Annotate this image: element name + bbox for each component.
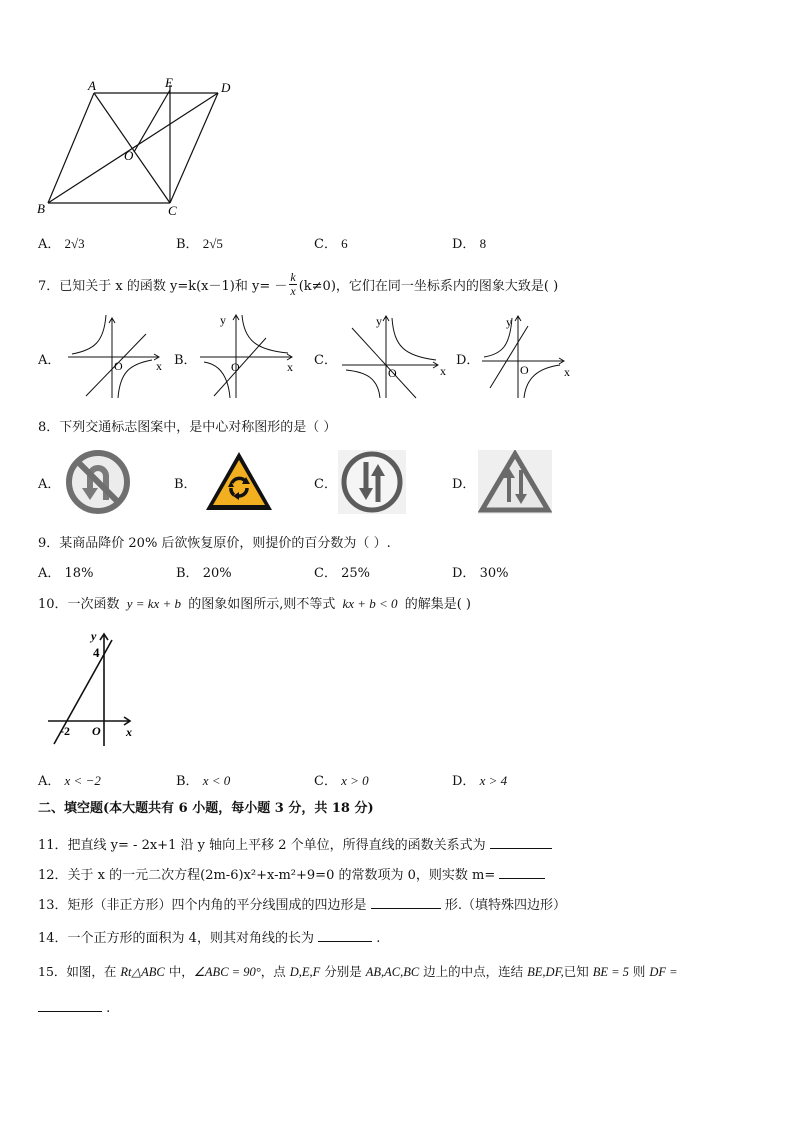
q10-function: y = kx + b <box>126 596 182 611</box>
q7a-origin: O <box>114 359 123 373</box>
q6-label-d: D <box>221 80 231 95</box>
q15-p6: 已知 <box>563 964 593 979</box>
q10-option-d[interactable] <box>452 770 507 789</box>
q7-stem-suffix: (k≠0)，它们在同一坐标系内的图象大致是( ) <box>298 278 559 294</box>
q15-condition: BE = 5 <box>592 965 629 979</box>
q7b-axis-y: y <box>220 313 226 327</box>
q9-option-c-text: 25% <box>341 566 370 581</box>
q6-parallelogram-figure <box>30 72 245 222</box>
q7d-origin: O <box>520 363 529 377</box>
q15-answer-blank[interactable] <box>38 998 102 1012</box>
q10-label-x: x <box>126 725 132 739</box>
q6-option-a-letter: A． <box>38 237 61 252</box>
q8-option-c-letter[interactable]: C． <box>314 477 337 492</box>
q6-option-c-text: 6 <box>341 236 348 251</box>
q7a-axis-x: x <box>156 359 162 373</box>
q10-option-c-letter: C． <box>314 774 337 789</box>
q10-line-graph-figure <box>46 626 146 750</box>
q10-stem <box>38 593 471 612</box>
q6-label-c: C <box>168 203 177 218</box>
q10-option-b-text: x < 0 <box>202 773 231 788</box>
q8-option-d-letter[interactable]: D． <box>452 477 476 492</box>
q14-answer-blank[interactable] <box>318 928 372 942</box>
q8-option-a-letter[interactable]: A． <box>38 477 61 492</box>
q10-option-b-letter: B． <box>176 774 199 789</box>
q15-segments: BE,DF, <box>527 965 564 979</box>
q9-option-d-letter: D． <box>452 566 476 581</box>
q7-fraction-num: k <box>290 269 296 284</box>
q15-line-2 <box>38 998 110 1016</box>
q10-option-c-text: x > 0 <box>341 773 369 788</box>
q10-stem-prefix: 10．一次函数 <box>38 597 120 612</box>
q14 <box>38 927 380 946</box>
q15-ask: DF = <box>649 965 678 979</box>
q10-stem-middle: 的图象如图所示,则不等式 <box>188 597 336 612</box>
q10-label-y: y <box>91 629 97 643</box>
q7c-axis-x: x <box>440 364 446 378</box>
q10-label-neg2: -2 <box>60 724 70 738</box>
q10-inequality: kx + b < 0 <box>342 596 398 611</box>
q9-option-a-text: 18% <box>64 566 94 581</box>
q10-option-a-text: x < −2 <box>64 773 101 788</box>
no-u-turn-sign-icon <box>66 450 130 514</box>
q14-text-before: 14．一个正方形的面积为 4，则其对角线的长为 <box>38 931 314 946</box>
q15-sides: AB,AC,BC <box>365 965 420 979</box>
q7-option-c-graph <box>338 312 454 400</box>
q10-stem-suffix: 的解集是( ) <box>404 597 471 612</box>
q7-option-d-letter[interactable]: D． <box>456 353 480 368</box>
q7-stem <box>38 266 558 302</box>
q15-p2: 中， <box>164 964 194 979</box>
roundabout-warning-sign-icon <box>204 450 274 512</box>
q7-option-a-graph <box>64 312 176 400</box>
q7-option-b-graph <box>196 310 308 400</box>
q15-p3: ，点 <box>260 964 290 979</box>
q7d-axis-x: x <box>564 365 570 379</box>
q11-answer-blank[interactable] <box>490 835 552 849</box>
q15-p4: 分别是 <box>320 964 366 979</box>
section-2-title: 二、填空题(本大题共有 6 小题，每小题 3 分，共 18 分) <box>38 801 374 816</box>
q15-rt-triangle: Rt△ABC <box>120 965 165 979</box>
q12 <box>38 864 545 883</box>
two-way-warning-sign-icon <box>478 450 552 514</box>
q7-option-a-letter[interactable]: A． <box>38 353 61 368</box>
q15-end: . <box>106 1001 111 1016</box>
q6-option-c-letter: C． <box>314 237 337 252</box>
q13-text-before: 13．矩形（非正方形）四个内角的平分线围成的四边形是 <box>38 898 367 913</box>
q13-text-after: 形.（填特殊四边形） <box>444 898 566 913</box>
q9-option-a[interactable] <box>38 562 93 581</box>
q9-option-c-letter: C． <box>314 566 337 581</box>
q11 <box>38 834 552 853</box>
q13 <box>38 894 566 913</box>
q6-option-b-letter: B． <box>176 237 199 252</box>
q7-fraction <box>289 271 296 298</box>
q9-option-b-letter: B． <box>176 566 199 581</box>
q9-option-b-text: 20% <box>202 566 232 581</box>
q7-fraction-den: x <box>290 283 296 298</box>
q6-option-d-text: 8 <box>479 236 487 251</box>
q6-label-o: O <box>124 148 134 163</box>
q6-label-e: E <box>165 75 173 90</box>
q6-option-b-text: 2√5 <box>202 236 223 251</box>
q15-p1: 15．如图，在 <box>38 964 121 979</box>
q9-option-d[interactable] <box>452 562 508 581</box>
q7-option-c-letter[interactable]: C． <box>314 353 337 368</box>
q8-stem: 8．下列交通标志图案中，是中心对称图形的是（ ） <box>38 420 337 435</box>
q7c-axis-y: y <box>376 314 382 328</box>
q15-p5: 边上的中点，连结 <box>419 964 528 979</box>
q7b-axis-x: x <box>287 360 293 374</box>
q6-option-c[interactable] <box>314 233 348 252</box>
q15-points: D,E,F <box>289 965 321 979</box>
q9-option-d-text: 30% <box>479 566 509 581</box>
q15-line-1 <box>38 962 678 980</box>
q7b-origin: O <box>231 360 240 374</box>
q10-label-o: O <box>92 724 101 738</box>
q11-text: 11．把直线 y= - 2x+1 沿 y 轴向上平移 2 个单位，所得直线的函数关系式为 <box>38 838 486 853</box>
q10-option-b[interactable] <box>176 770 230 789</box>
q7-stem-prefix: 7．已知关于 x 的函数 y=k(x－1)和 y= － <box>38 278 288 294</box>
q10-option-a[interactable] <box>38 770 101 789</box>
q7-option-d-graph <box>478 312 578 400</box>
q6-option-d-letter: D． <box>452 237 476 252</box>
q10-option-d-letter: D． <box>452 774 476 789</box>
q6-option-d[interactable] <box>452 233 486 252</box>
q7c-origin: O <box>388 366 397 380</box>
q15-p7: 则 <box>628 964 650 979</box>
q9-stem: 9．某商品降价 20% 后欲恢复原价，则提价的百分数为（ ）. <box>38 536 391 551</box>
q9-option-c[interactable] <box>314 562 370 581</box>
q10-label-4: 4 <box>93 645 100 660</box>
q6-option-a[interactable] <box>38 233 85 252</box>
q9-option-a-letter: A． <box>38 566 61 581</box>
q12-text: 12．关于 x 的一元二次方程(2m-6)x²+x-m²+9=0 的常数项为 0，则实数 m= <box>38 868 496 883</box>
two-way-traffic-circle-sign-icon <box>338 450 406 514</box>
q14-text-after: . <box>376 931 381 946</box>
q7d-axis-y: y <box>506 315 512 329</box>
q10-option-a-letter: A． <box>38 774 61 789</box>
q6-option-b[interactable] <box>176 233 223 252</box>
q9-option-b[interactable] <box>176 562 232 581</box>
q6-label-a: A <box>88 78 96 93</box>
q7-option-b-letter[interactable]: B． <box>174 353 197 368</box>
q10-option-d-text: x > 4 <box>479 773 508 788</box>
q13-answer-blank[interactable] <box>371 895 441 909</box>
q8-option-b-letter[interactable]: B． <box>174 477 197 492</box>
q12-answer-blank[interactable] <box>499 865 545 879</box>
q10-option-c[interactable] <box>314 770 369 789</box>
q6-option-a-text: 2√3 <box>64 236 85 251</box>
q15-angle: ∠ABC = 90° <box>193 965 261 979</box>
q6-label-b: B <box>37 201 45 216</box>
